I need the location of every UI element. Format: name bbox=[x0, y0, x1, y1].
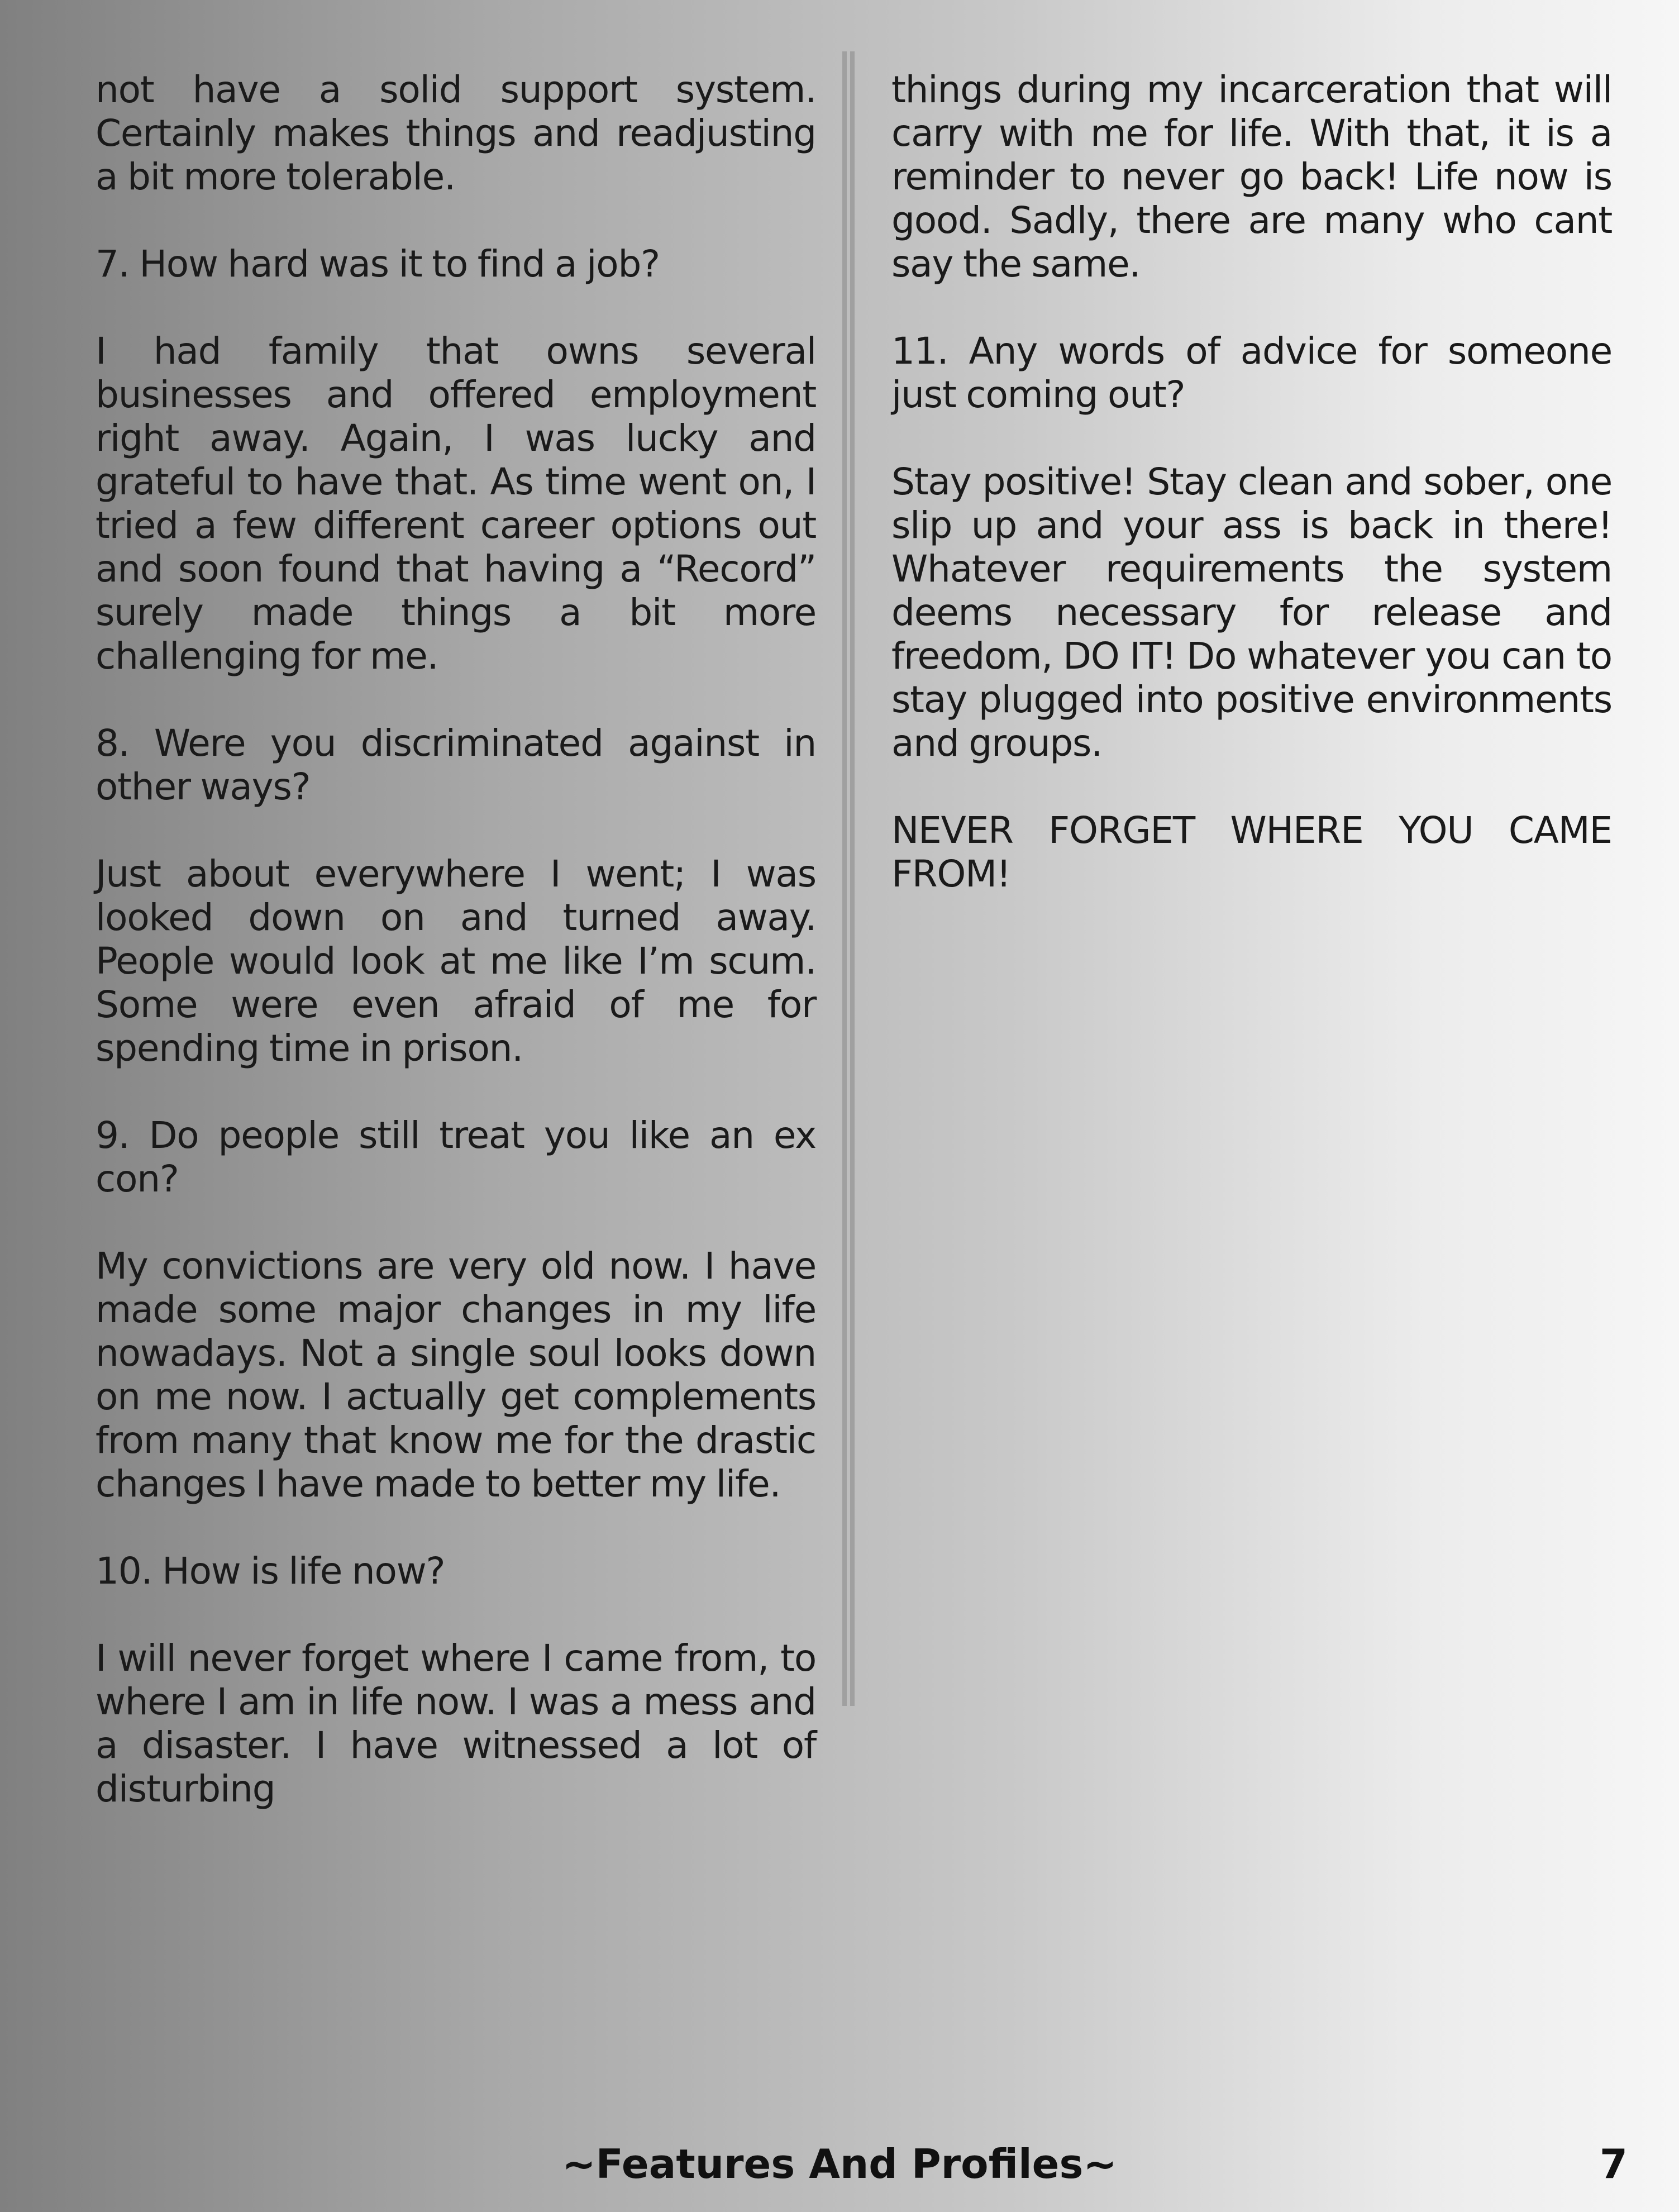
closing-statement: NEVER FORGET WHERE YOU CAME FROM! bbox=[891, 809, 1612, 895]
question-9: 9. Do people still treat you like an ex con? bbox=[96, 1114, 816, 1200]
left-column bbox=[96, 68, 816, 1855]
question-8: 8. Were you discriminated against in other ways? bbox=[96, 722, 816, 808]
page-number: 7 bbox=[1599, 2141, 1628, 2187]
footer-section-title: ~Features And Profiles~ bbox=[562, 2141, 1117, 2187]
paragraph: not have a solid support system. Certainly makes things and readjusting a bit more tolerable. bbox=[96, 68, 816, 198]
answer-7: I had family that owns several businesses and offered employment right away. Again, I was lucky and grateful to have that. As time went on, I tried a few different career options out and soon found that having a “Record” surely made things a bit more challenging for me. bbox=[96, 330, 816, 678]
divider-line bbox=[850, 51, 855, 1706]
answer-8: Just about everywhere I went; I was looked down on and turned away. People would look at me like I’m scum. Some were even afraid of me for spending time in prison. bbox=[96, 852, 816, 1070]
column-divider bbox=[842, 51, 856, 1706]
answer-10-continued: things during my incarceration that will carry with me for life. With that, it is a reminder to never go back! Life now is good. Sadly, there are many who cant say the same. bbox=[891, 68, 1612, 285]
divider-line bbox=[842, 51, 847, 1706]
answer-11: Stay positive! Stay clean and sober, one slip up and your ass is back in there! Whatever requirements the system deems necessary for release and freedom, DO IT! Do whatever you can to stay plugged into positive environments and groups. bbox=[891, 460, 1612, 765]
question-7: 7. How hard was it to find a job? bbox=[96, 242, 660, 285]
question-11: 11. Any words of advice for someone just coming out? bbox=[891, 330, 1612, 416]
answer-10: I will never forget where I came from, to where I am in life now. I was a mess and a disaster. I have witnessed a lot of disturbing bbox=[96, 1637, 816, 1810]
answer-9: My convictions are very old now. I have made some major changes in my life nowadays. Not a single soul looks down on me now. I actually get complements from many that know me for the drastic changes I have made to better my life. bbox=[96, 1245, 816, 1505]
right-column bbox=[891, 68, 1612, 940]
question-10: 10. How is life now? bbox=[96, 1550, 445, 1593]
